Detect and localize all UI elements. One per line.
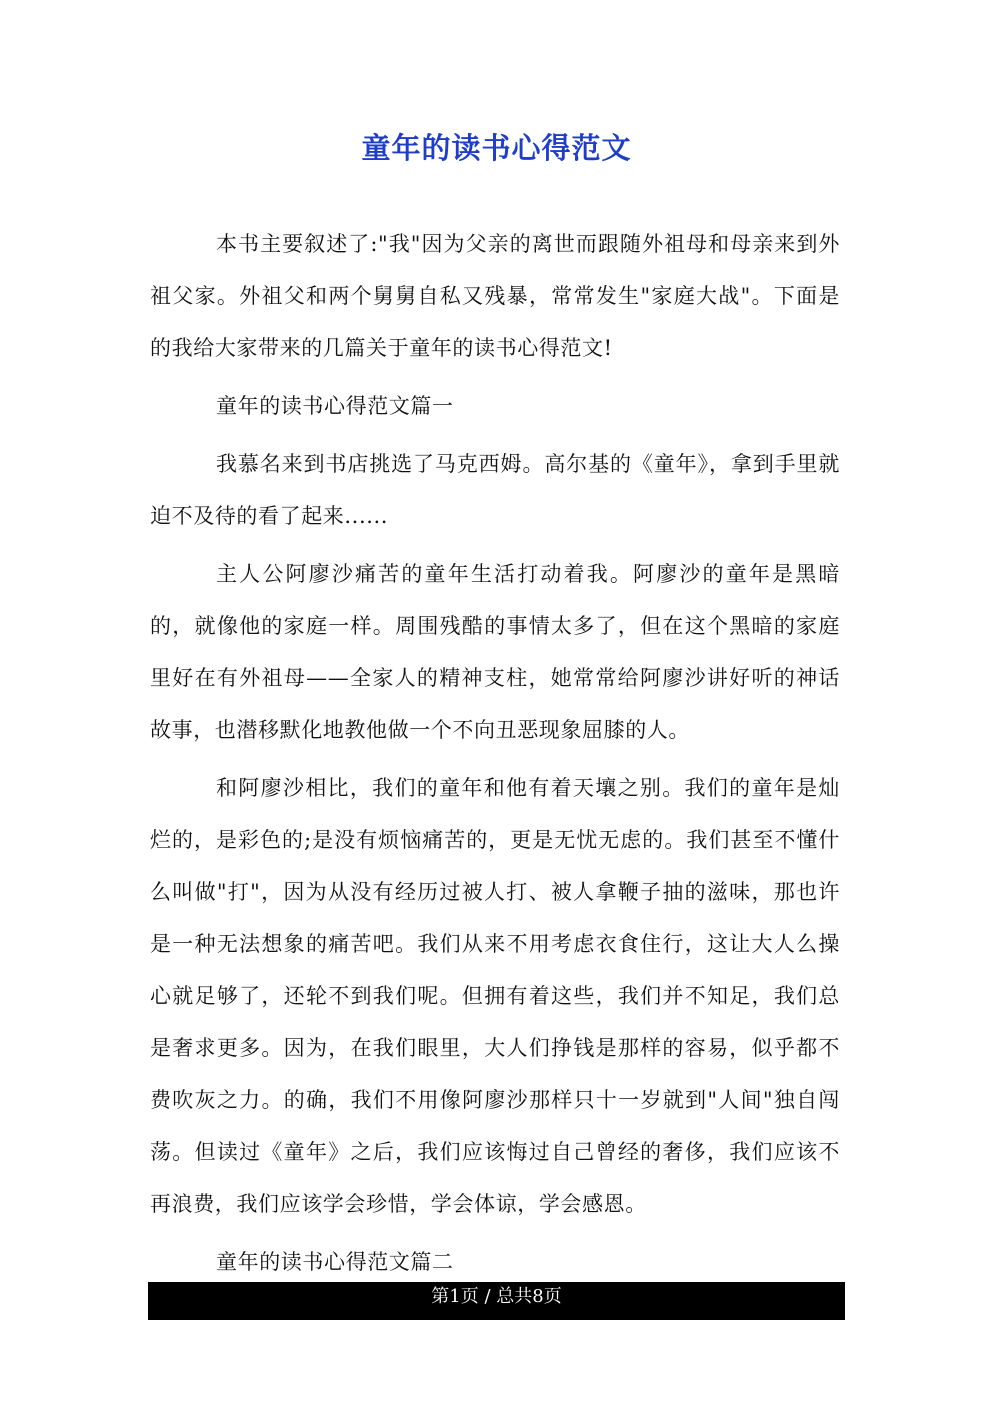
- document-title: 童年的读书心得范文: [361, 131, 632, 165]
- section-heading-2: 童年的读书心得范文篇二: [216, 1250, 454, 1274]
- intro-paragraph: 本书主要叙述了:"我"因为父亲的离世而跟随外祖母和母亲来到外祖父家。外祖父和两个舅舅自私又残暴，常常发生"家庭大战"。下面是的我给大家带来的几篇关于童年的读书心得范文!: [150, 232, 840, 360]
- body-paragraph: 和阿廖沙相比，我们的童年和他有着天壤之别。我们的童年是灿烂的，是彩色的;是没有烦恼痛苦的，更是无忧无虑的。我们甚至不懂什么叫做"打"，因为从没有经历过被人打、被人拿鞭子抽的滋味，那也许是一种无法想象的痛苦吧。我们从来不用考虑衣食住行，这让大人么操心就足够了，还轮不到我们呢。但拥有着这些，我们并不知足，我们总是奢求更多。因为，在我们眼里，大人们挣钱是那样的容易，似乎都不费吹灰之力。的确，我们不用像阿廖沙那样只十一岁就到"人间"独自闯荡。但读过《童年》之后，我们应该悔过自己曾经的奢侈，我们应该不再浪费，我们应该学会珍惜，学会体谅，学会感恩。: [150, 776, 840, 1216]
- page-number-label: 第1页 / 总共8页: [431, 1286, 562, 1307]
- body-paragraph: 我慕名来到书店挑选了马克西姆。高尔基的《童年》，拿到手里就迫不及待的看了起来......: [150, 452, 840, 528]
- document-body: [150, 218, 840, 1294]
- page-footer: [148, 1282, 845, 1320]
- body-paragraph: 主人公阿廖沙痛苦的童年生活打动着我。阿廖沙的童年是黑暗的，就像他的家庭一样。周围残酷的事情太多了，但在这个黑暗的家庭里好在有外祖母——全家人的精神支柱，她常常给阿廖沙讲好听的神话故事，也潜移默化地教他做一个不向丑恶现象屈膝的人。: [150, 562, 840, 742]
- section-heading-1: 童年的读书心得范文篇一: [216, 394, 454, 418]
